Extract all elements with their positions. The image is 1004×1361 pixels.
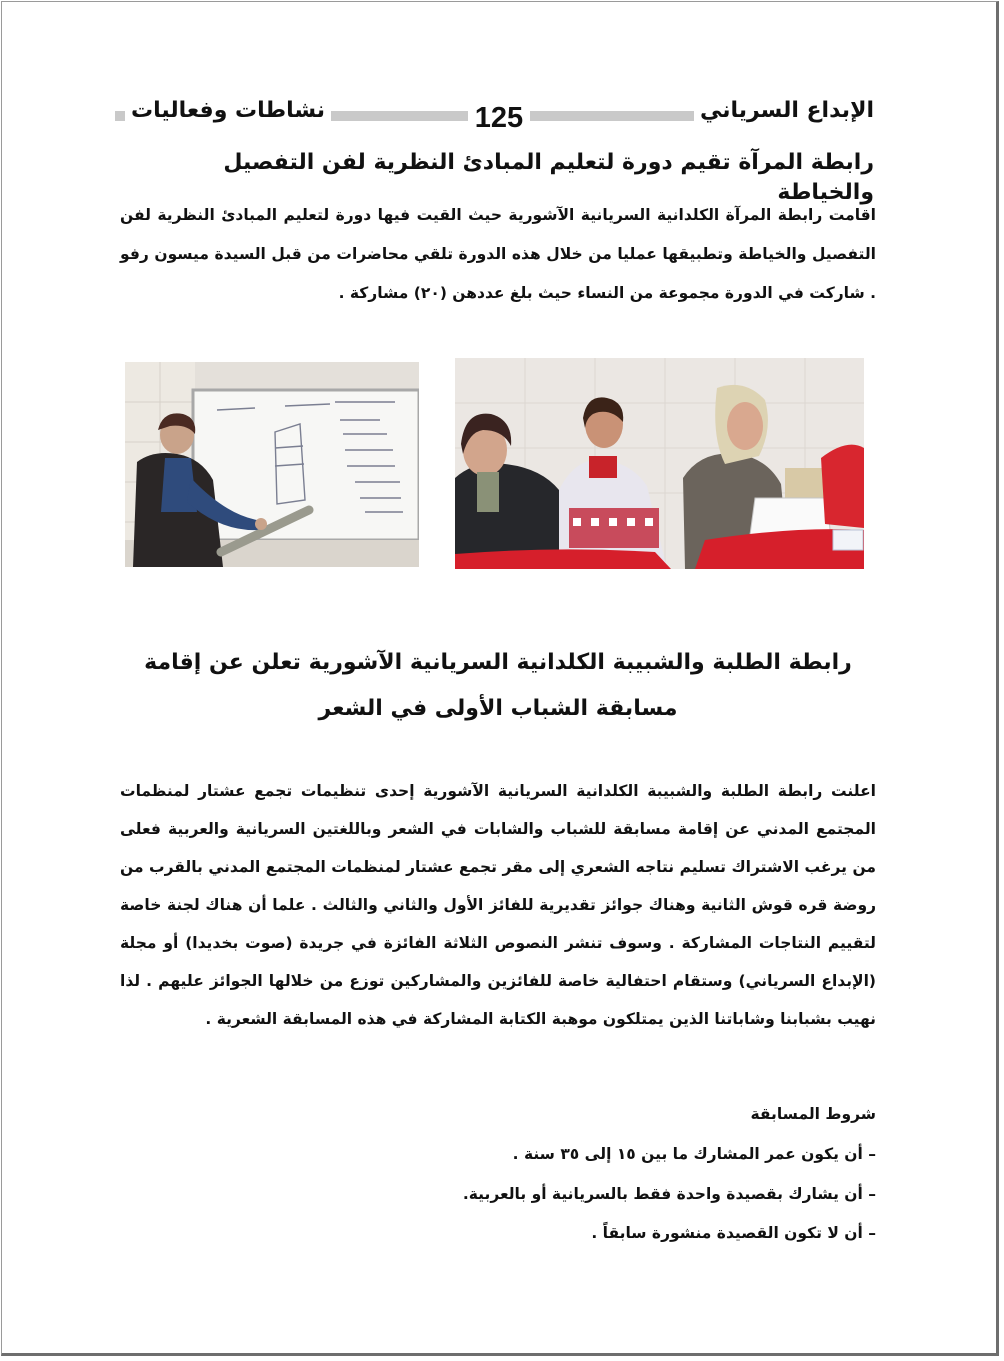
conditions-heading: شروط المسابقة [750,1105,876,1123]
section-name: نشاطات وفعاليات [125,96,331,126]
article2-title-line1: رابطة الطلبة والشبيبة الكلدانية السريانية الآشورية تعلن عن إقامة [144,650,852,675]
photo-teacher-whiteboard [125,362,419,567]
article2-title-line2: مسابقة الشباب الأولى في الشعر [318,696,678,721]
article2-title [120,640,876,732]
page-number: 125 [468,100,530,136]
magazine-name: الإبداع السرياني [694,96,880,126]
condition-item: – أن يكون عمر المشارك ما بين ١٥ إلى ٣٥ سنة . [512,1145,876,1163]
article1-body: اقامت رابطة المرآة الكلدانية السريانية الآشورية حيث القيت فيها دورة لتعليم المبادئ النظرية لفن التفصيل والخياطة وتطبيقها عمليا من خلال هذه الدورة تلقي محاضرات من قبل السيدة ميسون رفو . شاركت في الدورة مجموعة من النساء حيث بلغ عددهن (٢٠) مشاركة . [120,206,876,302]
article1-title: رابطة المرآة تقيم دورة لتعليم المبادئ النظرية لفن التفصيل والخياطة [223,150,874,205]
article2-body: اعلنت رابطة الطلبة والشبيبة الكلدانية السريانية الآشورية إحدى تنظيمات تجمع عشتار لمنظمات المجتمع المدني عن إقامة مسابقة للشباب والشابات في الشعر وباللغتين السريانية والعربية فعلى من يرغب الاشتراك تسليم نتاجه الشعري إلى مقر تجمع عشتار لمنظمات المجتمع المدني بالقرب من روضة قره قوش الثانية وهناك جوائز تقديرية للفائز الأول والثاني والثالث . علما أن هناك لجنة خاصة لتقييم النتاجات المشاركة . وسوف تنشر النصوص الثلاثة الفائزة في جريدة (صوت بخديدا) أو مجلة (الإبداع السرياني) وستقام احتفالية خاصة للفائزين والمشاركين توزع من خلالها الجوائز عليهم . لذا نهيب بشبابنا وشاباتنا الذين يمتلكون موهبة الكتابة المشاركة في هذه المسابقة الشعرية . [120,782,876,1028]
condition-item: – أن يشارك بقصيدة واحدة فقط بالسريانية أو بالعربية. [462,1185,876,1203]
photo-course-participants [455,358,864,569]
condition-item: – أن لا تكون القصيدة منشورة سابقاً . [591,1224,876,1242]
